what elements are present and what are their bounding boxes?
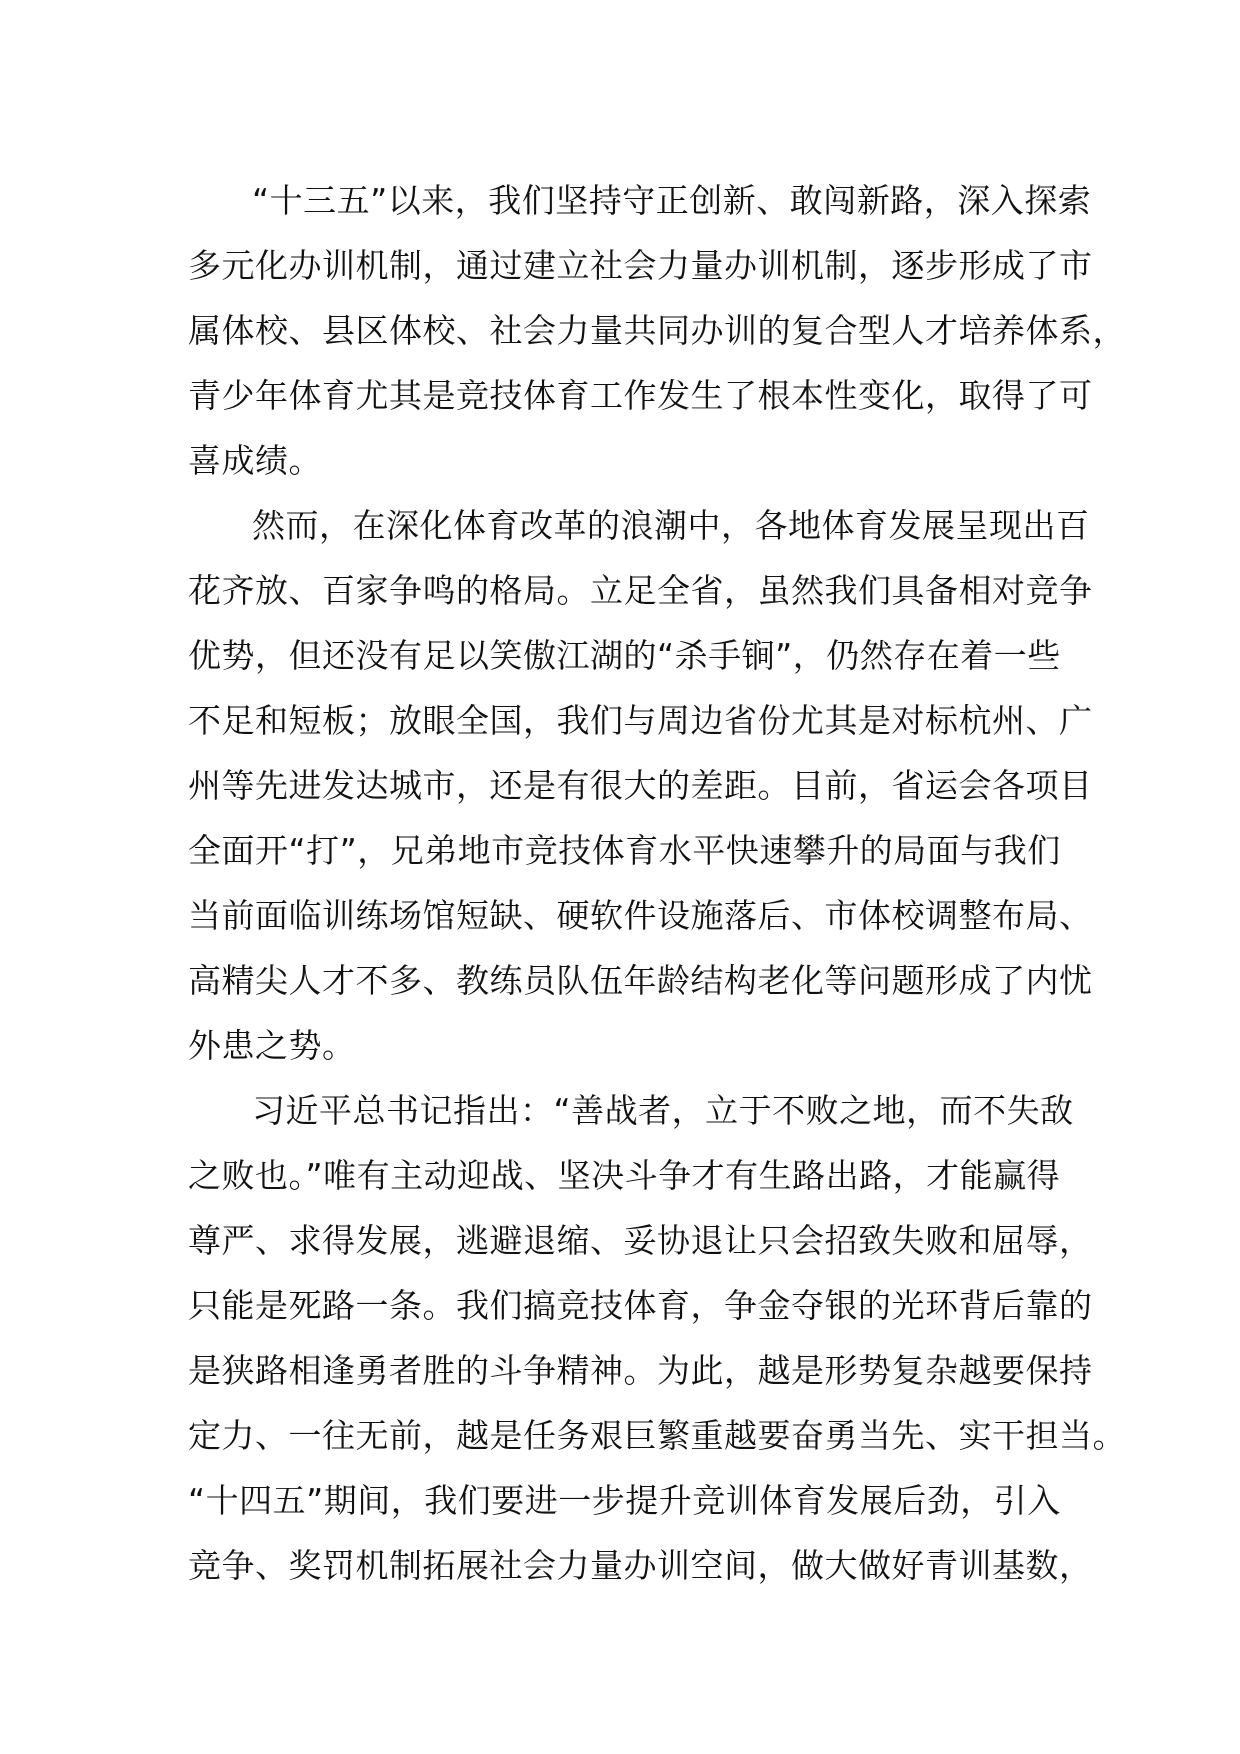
text-line: 只能是死路一条。我们搞竞技体育，争金夺银的光环背后靠的	[188, 1286, 1093, 1325]
text-line: 当前面临训练场馆短缺、硬软件设施落后、市体校调整布局、	[188, 896, 1093, 935]
text-line: 是狭路相逢勇者胜的斗争精神。为此，越是形势复杂越要保持	[188, 1351, 1093, 1390]
text-line: 全面开“打”，兄弟地市竞技体育水平快速攀升的局面与我们	[188, 831, 1061, 870]
text-line: 尊严、求得发展，逃避退缩、妥协退让只会招致失败和屈辱，	[188, 1221, 1093, 1260]
text-line: 州等先进发达城市，还是有很大的差距。目前，省运会各项目	[188, 766, 1093, 805]
text-line: 外患之势。	[188, 1026, 356, 1065]
text-line: 喜成绩。	[188, 441, 322, 480]
text-line: 定力、一往无前，越是任务艰巨繁重越要奋勇当先、实干担当。	[188, 1416, 1126, 1455]
text-line: 习近平总书记指出：“善战者，立于不败之地，而不失敌	[252, 1091, 1074, 1130]
text-line: 花齐放、百家争鸣的格局。立足全省，虽然我们具备相对竞争	[188, 571, 1093, 610]
text-line: 属体校、县区体校、社会力量共同办训的复合型人才培养体系，	[188, 311, 1126, 350]
text-line: “十三五”以来，我们坚持守正创新、敢闯新路，深入探索	[252, 181, 1092, 220]
text-line: 之败也。”唯有主动迎战、坚决斗争才有生路出路，才能赢得	[188, 1156, 1061, 1195]
text-line: “十四五”期间，我们要进一步提升竞训体育发展后劲，引入	[188, 1481, 1061, 1520]
text-line: 优势，但还没有足以笑傲江湖的“杀手锏”，仍然存在着一些	[188, 636, 1061, 675]
text-line: 多元化办训机制，通过建立社会力量办训机制，逐步形成了市	[188, 246, 1093, 285]
text-line: 高精尖人才不多、教练员队伍年龄结构老化等问题形成了内忧	[188, 961, 1093, 1000]
text-line: 然而，在深化体育改革的浪潮中，各地体育发展呈现出百	[252, 506, 1090, 545]
body-text	[188, 168, 1126, 1598]
text-line: 青少年体育尤其是竞技体育工作发生了根本性变化，取得了可	[188, 376, 1093, 415]
text-line: 不足和短板；放眼全国，我们与周边省份尤其是对标杭州、广	[188, 701, 1093, 740]
text-line: 竞争、奖罚机制拓展社会力量办训空间，做大做好青训基数，	[188, 1546, 1093, 1585]
